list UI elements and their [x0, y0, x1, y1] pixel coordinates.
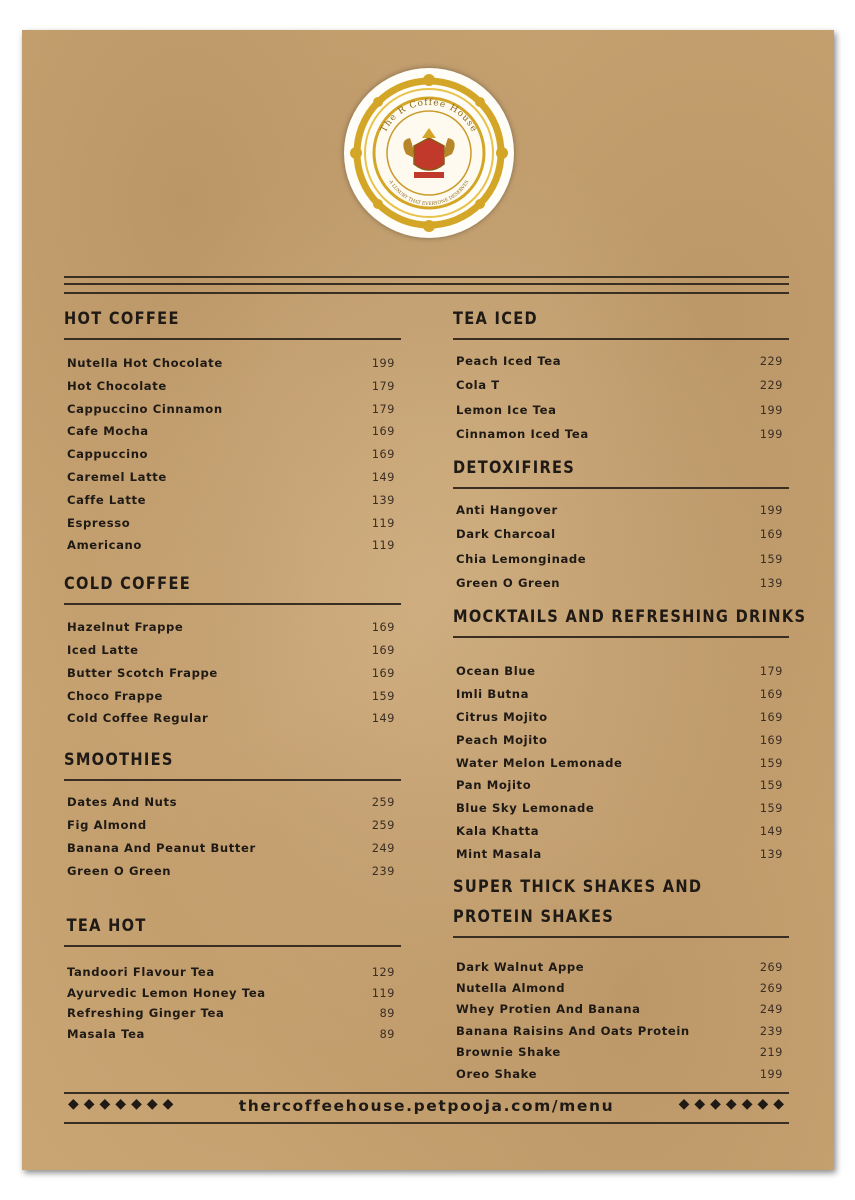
menu-item-price: 159 [759, 802, 783, 816]
menu-item-name: Cafe Mocha [67, 424, 149, 439]
menu-item [64, 639, 401, 662]
svg-text:The R Coffee House: The R Coffee House [379, 97, 479, 135]
menu-item [453, 797, 789, 820]
menu-item [453, 843, 789, 866]
menu-item-price: 199 [759, 403, 783, 417]
menu-item-name: Nutella Hot Chocolate [67, 356, 223, 370]
menu-item [453, 572, 789, 596]
menu-item [64, 466, 401, 489]
right-column [453, 306, 807, 1084]
menu-item-price: 199 [759, 427, 783, 441]
menu-item [64, 1023, 401, 1044]
section-heading: MOCKTAILS AND REFRESHING DRINKS [453, 607, 807, 628]
menu-item-name: Peach Iced Tea [456, 354, 562, 368]
menu-item-price: 239 [759, 1024, 783, 1038]
menu-item [64, 814, 401, 837]
menu-item-name: Iced Latte [67, 642, 139, 657]
menu-item [64, 860, 401, 883]
menu-item-name: Caffe Latte [67, 492, 147, 507]
section-heading: TEA ICED [453, 309, 538, 329]
section-heading: COLD COFFEE [64, 574, 191, 595]
menu-item-price: 199 [759, 1067, 783, 1081]
menu-item-name: Cola T [456, 378, 500, 393]
section-mocktails [453, 604, 807, 865]
footer-band [64, 1092, 789, 1124]
menu-item-name: Butter Scotch Frappe [67, 665, 218, 680]
menu-item-name: Water Melon Lemonade [456, 755, 623, 770]
svg-text:A LUXURY THAT EVERYONE DESERVE: A LUXURY THAT EVERYONE DESERVES [387, 179, 471, 208]
menu-item-name: Dark Walnut Appe [456, 959, 585, 974]
menu-item [453, 374, 789, 398]
menu-item-price: 269 [759, 960, 783, 974]
menu-item-price: 229 [759, 355, 783, 368]
menu-item-price: 249 [759, 1003, 783, 1017]
menu-item [64, 443, 401, 466]
menu-item [453, 820, 789, 843]
menu-item-price: 169 [759, 688, 783, 702]
menu-item [453, 399, 789, 423]
menu-list [64, 791, 401, 882]
diamond-ornament-icon: ◆◆◆◆◆◆◆ [678, 1096, 789, 1112]
menu-item-name: Green O Green [67, 863, 172, 878]
menu-item-name: Blue Sky Lemonade [456, 801, 595, 816]
section-heading: DETOXIFIRES [453, 458, 576, 479]
menu-item-name: Americano [67, 538, 142, 553]
menu-item [64, 707, 401, 730]
menu-item-name: Nutella Almond [456, 980, 566, 995]
menu-item [64, 961, 401, 982]
menu-list [64, 352, 401, 557]
menu-item [453, 350, 789, 374]
menu-item-name: Mint Masala [456, 846, 542, 861]
menu-item-price: 129 [371, 966, 395, 980]
menu-item [453, 752, 789, 775]
menu-item [453, 1063, 789, 1084]
menu-item-price: 239 [371, 864, 395, 878]
section-tea-hot [64, 913, 401, 1043]
menu-item [64, 534, 401, 557]
menu-list [64, 961, 401, 1043]
menu-item-price: 259 [371, 818, 395, 832]
crest-emblem-icon [344, 68, 514, 238]
menu-item-price: 159 [371, 689, 395, 703]
menu-item [453, 977, 789, 998]
menu-item-name: Tandoori Flavour Tea [67, 965, 215, 980]
menu-item-price: 159 [759, 552, 783, 566]
menu-item-name: Hot Chocolate [67, 378, 167, 393]
menu-item [64, 398, 401, 421]
menu-item-name: Lemon Ice Tea [456, 402, 557, 417]
menu-item-price: 229 [759, 379, 783, 393]
menu-item [64, 837, 401, 860]
heading-divider [453, 636, 789, 638]
menu-item-name: Espresso [67, 515, 131, 530]
menu-item-price: 169 [759, 710, 783, 724]
menu-item [64, 982, 401, 1003]
top-rule [64, 292, 789, 294]
menu-item-price: 169 [371, 666, 395, 680]
heading-divider [453, 936, 789, 938]
menu-item-name: Cappuccino Cinnamon [67, 401, 223, 416]
section-shakes [453, 874, 789, 1084]
menu-item-name: Ayurvedic Lemon Honey Tea [67, 985, 266, 1000]
heading-divider [64, 945, 401, 947]
menu-item-name: Anti Hangover [456, 503, 558, 518]
top-rule [64, 276, 789, 278]
section-tea-iced [453, 306, 789, 447]
menu-item-price: 119 [371, 516, 395, 530]
menu-item-price: 149 [371, 712, 395, 726]
heading-divider [453, 338, 789, 340]
menu-item-name: Chia Lemonginade [456, 551, 587, 566]
menu-item-price: 89 [379, 1007, 395, 1021]
menu-list [64, 616, 401, 730]
menu-item-price: 199 [371, 357, 395, 370]
menu-item-name: Caremel Latte [67, 469, 167, 484]
section-heading: HOT COFFEE [64, 309, 180, 329]
menu-item [64, 352, 401, 375]
menu-item [64, 662, 401, 685]
menu-item-price: 139 [371, 493, 395, 507]
menu-item-name: Whey Protien And Banana [456, 1002, 641, 1017]
menu-item-price: 89 [379, 1027, 395, 1041]
diamond-ornament-icon: ◆◆◆◆◆◆◆ [68, 1096, 179, 1112]
menu-item [453, 729, 789, 752]
section-heading: SUPER THICK SHAKES AND [453, 876, 703, 897]
left-column [64, 306, 401, 1043]
coffee-house-logo [344, 68, 514, 238]
menu-item-price: 159 [759, 756, 783, 770]
menu-item [453, 660, 789, 683]
menu-item [64, 791, 401, 814]
menu-item [453, 499, 789, 523]
section-smoothies [64, 747, 401, 882]
menu-item-price: 179 [371, 402, 395, 416]
menu-item-price: 169 [759, 733, 783, 747]
menu-list [453, 350, 789, 447]
section-detoxifires [453, 455, 789, 596]
menu-item-price: 119 [371, 986, 395, 1000]
menu-item [64, 375, 401, 398]
menu-item-price: 159 [759, 779, 783, 793]
menu-item-price: 179 [371, 379, 395, 393]
menu-item-price: 119 [371, 539, 395, 553]
menu-item [453, 774, 789, 797]
menu-item-name: Pan Mojito [456, 778, 532, 793]
menu-item-price: 169 [759, 528, 783, 542]
menu-item-name: Cold Coffee Regular [67, 711, 209, 726]
heading-divider [453, 487, 789, 489]
menu-item-price: 199 [759, 504, 783, 518]
menu-item-price: 259 [371, 796, 395, 810]
menu-item [64, 685, 401, 708]
menu-item [453, 523, 789, 547]
menu-item-name: Oreo Shake [456, 1066, 538, 1081]
menu-item-price: 249 [371, 841, 395, 855]
menu-item-name: Refreshing Ginger Tea [67, 1006, 225, 1021]
section-heading: SMOOTHIES [64, 750, 174, 771]
menu-item-name: Dark Charcoal [456, 527, 556, 542]
menu-item-name: Masala Tea [67, 1026, 145, 1041]
menu-item-name: Dates And Nuts [67, 795, 178, 810]
menu-list [453, 956, 789, 1084]
heading-divider [64, 603, 401, 605]
heading-divider [64, 338, 401, 340]
menu-item [64, 616, 401, 639]
menu-item [64, 1002, 401, 1023]
menu-item-name: Banana And Peanut Butter [67, 840, 256, 855]
menu-item [453, 706, 789, 729]
section-heading: TEA HOT [66, 916, 147, 937]
menu-url-link[interactable]: thercoffeehouse.petpooja.com/menu [238, 1097, 615, 1115]
menu-list [453, 660, 789, 865]
menu-item-name: Hazelnut Frappe [67, 620, 184, 635]
menu-item [453, 1041, 789, 1062]
menu-item-name: Citrus Mojito [456, 709, 548, 724]
menu-item-price: 149 [371, 470, 395, 484]
menu-item-price: 219 [759, 1046, 783, 1060]
menu-item-price: 169 [371, 621, 395, 635]
menu-item [453, 423, 789, 447]
menu-item [64, 512, 401, 535]
menu-item-name: Imli Butna [456, 687, 530, 702]
menu-item [453, 683, 789, 706]
menu-item [453, 548, 789, 572]
section-heading: PROTEIN SHAKES [453, 906, 615, 927]
heading-divider [64, 779, 401, 781]
menu-item-price: 179 [759, 665, 783, 679]
menu-item-price: 139 [759, 847, 783, 861]
top-rule [64, 283, 789, 285]
menu-item-name: Green O Green [456, 576, 561, 591]
menu-list [453, 499, 789, 596]
menu-item [453, 998, 789, 1019]
menu-item-name: Ocean Blue [456, 664, 536, 679]
menu-item [453, 1020, 789, 1041]
menu-item-price: 139 [759, 577, 783, 591]
menu-item-price: 169 [371, 643, 395, 657]
menu-item-price: 169 [371, 448, 395, 462]
menu-item [64, 489, 401, 512]
menu-item-name: Cappuccino [67, 447, 149, 462]
menu-item-name: Peach Mojito [456, 732, 548, 747]
menu-item-name: Cinnamon Iced Tea [456, 426, 589, 441]
menu-item [453, 956, 789, 977]
menu-item [64, 420, 401, 443]
menu-item-price: 149 [759, 824, 783, 838]
menu-item-name: Brownie Shake [456, 1045, 561, 1060]
menu-item-price: 169 [371, 425, 395, 439]
menu-item-name: Banana Raisins And Oats Protein [456, 1023, 690, 1038]
section-cold-coffee [64, 571, 401, 730]
menu-item-price: 269 [759, 981, 783, 995]
menu-item-name: Choco Frappe [67, 688, 163, 703]
menu-item-name: Kala Khatta [456, 823, 540, 838]
section-hot-coffee [64, 306, 401, 557]
menu-item-name: Fig Almond [67, 817, 147, 832]
